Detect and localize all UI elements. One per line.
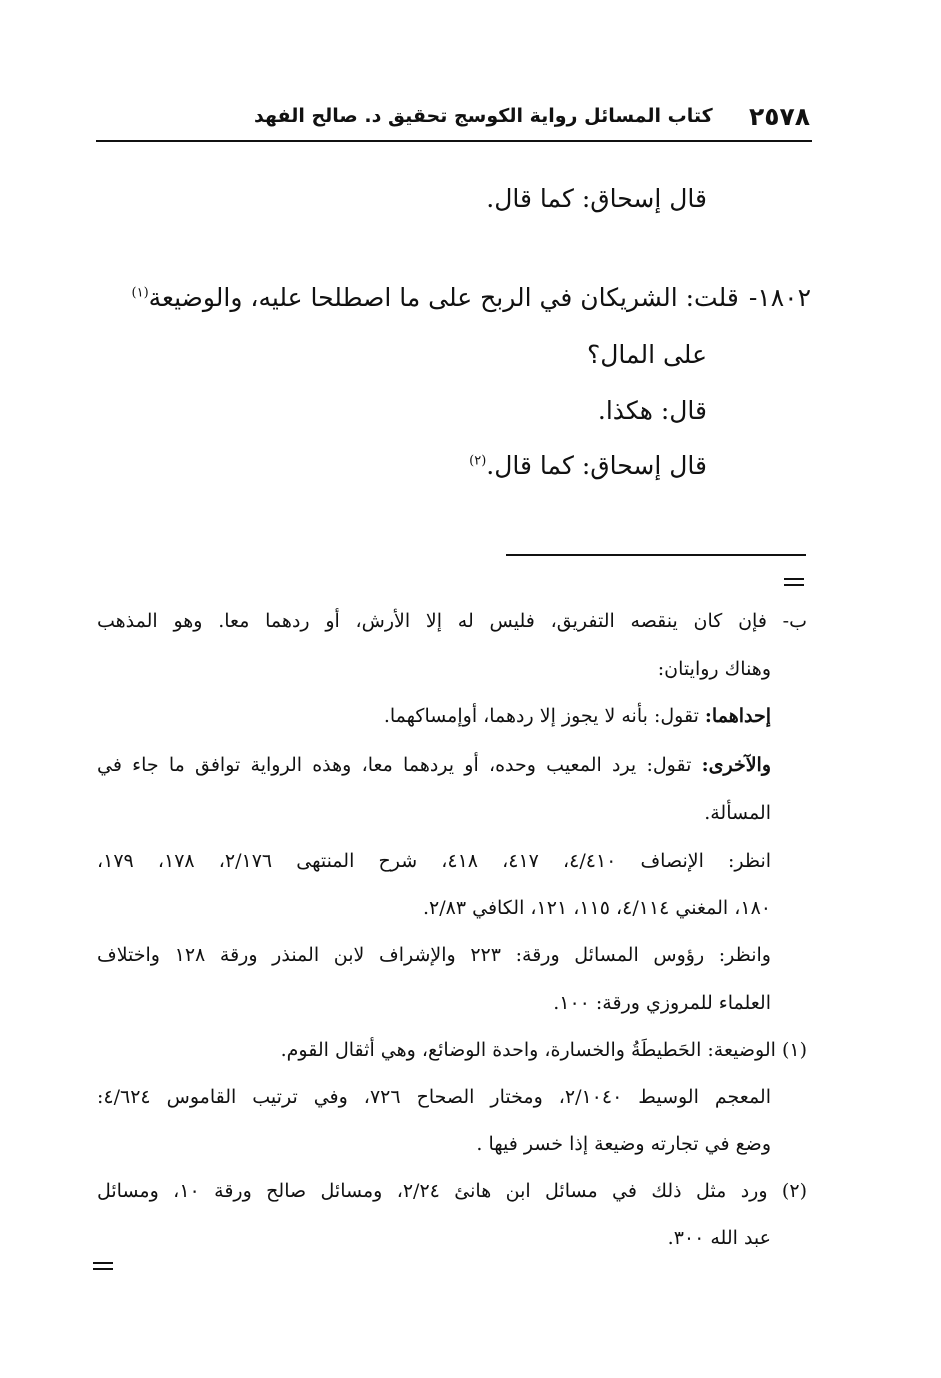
continuation-mark-top (784, 578, 804, 586)
fn-second-narration (97, 754, 771, 776)
main-line-ishaq-2 (469, 451, 707, 480)
footnote-2-line-2: عبد الله ٣٠٠. (667, 1227, 771, 1249)
fn-ref1-line-1: انظر: الإنصاف ٤/٤١٠، ٤١٧، ٤١٨، شرح المنتهى ٢/١٧٦، ١٧٨، ١٧٩، (97, 850, 772, 872)
main-line-ishaq: قال إسحاق: كما قال. (486, 184, 707, 213)
entry-number: ١٨٠٢- (748, 283, 811, 312)
main-entry-continuation: على المال؟ (586, 340, 707, 369)
fn-cont-line-1: ب- فإن كان ينقصه التفريق، فليس له إلا الأرش، أو ردهما معا. وهو المذهب (97, 610, 807, 632)
entry-text: قلت: الشريكان في الربح على ما اصطلحا عليه، والوضيعة (148, 283, 739, 312)
fn-second-text: تقول: يرد المعيب وحده، أو يردهما معا، وهذه الرواية توافق ما جاء في (97, 754, 692, 776)
running-title: كتاب المسائل رواية الكوسج تحقيق د. صالح الفهد (254, 105, 713, 127)
footnote-1-line-1: (١) الوضيعة: الحَطيطَةُ والخسارة، واحدة الوضائع، وهي أثقال القوم. (280, 1039, 807, 1061)
fn-first-text: تقول: بأنه لا يجوز إلا ردهما، أوإمساكهما. (383, 705, 699, 727)
footnote-2-line-1: (٢) ورد مثل ذلك في مسائل ابن هانئ ٢/٢٤، ومسائل صالح ورقة ١٠، ومسائل (97, 1180, 807, 1202)
footnote-separator (506, 554, 806, 556)
continuation-mark-bottom (93, 1262, 113, 1270)
fn-cont-line-2: وهناك روايتان: (657, 658, 771, 680)
main-line-ishaq-2-text: قال إسحاق: كما قال. (486, 451, 707, 480)
fn-ref2-line-2: العلماء للمروزي ورقة: ١٠٠. (553, 992, 771, 1014)
footnote-ref-2: (٢) (469, 453, 487, 469)
fn-ref2-line-1: وانظر: رؤوس المسائل ورقة: ٢٢٣ والإشراف لابن المنذر ورقة ١٢٨ واختلاف (97, 944, 771, 966)
header-rule (96, 140, 812, 142)
fn-first-label: إحداهما: (704, 705, 771, 727)
footnote-ref-1: (١) (131, 285, 149, 301)
fn-second-line-2: المسألة. (704, 802, 771, 824)
fn-ref1-line-2: ١٨٠، المغني ٤/١١٤، ١١٥، ١٢١، الكافي ٢/٨٣. (422, 897, 771, 919)
fn-second-label: والآخرى: (701, 754, 771, 776)
main-answer: قال: هكذا. (597, 396, 707, 425)
main-entry-line (132, 283, 811, 312)
page-number: ٢٥٧٨ (748, 101, 810, 131)
page-header (98, 96, 810, 136)
footnote-1-line-3: وضع في تجارته وضيعة إذا خسر فيها . (476, 1133, 771, 1155)
fn-first-narration (384, 705, 771, 727)
footnote-1-line-2: المعجم الوسيط ٢/١٠٤٠، ومختار الصحاح ٧٢٦، وفي ترتيب القاموس ٤/٦٢٤: (97, 1086, 771, 1108)
